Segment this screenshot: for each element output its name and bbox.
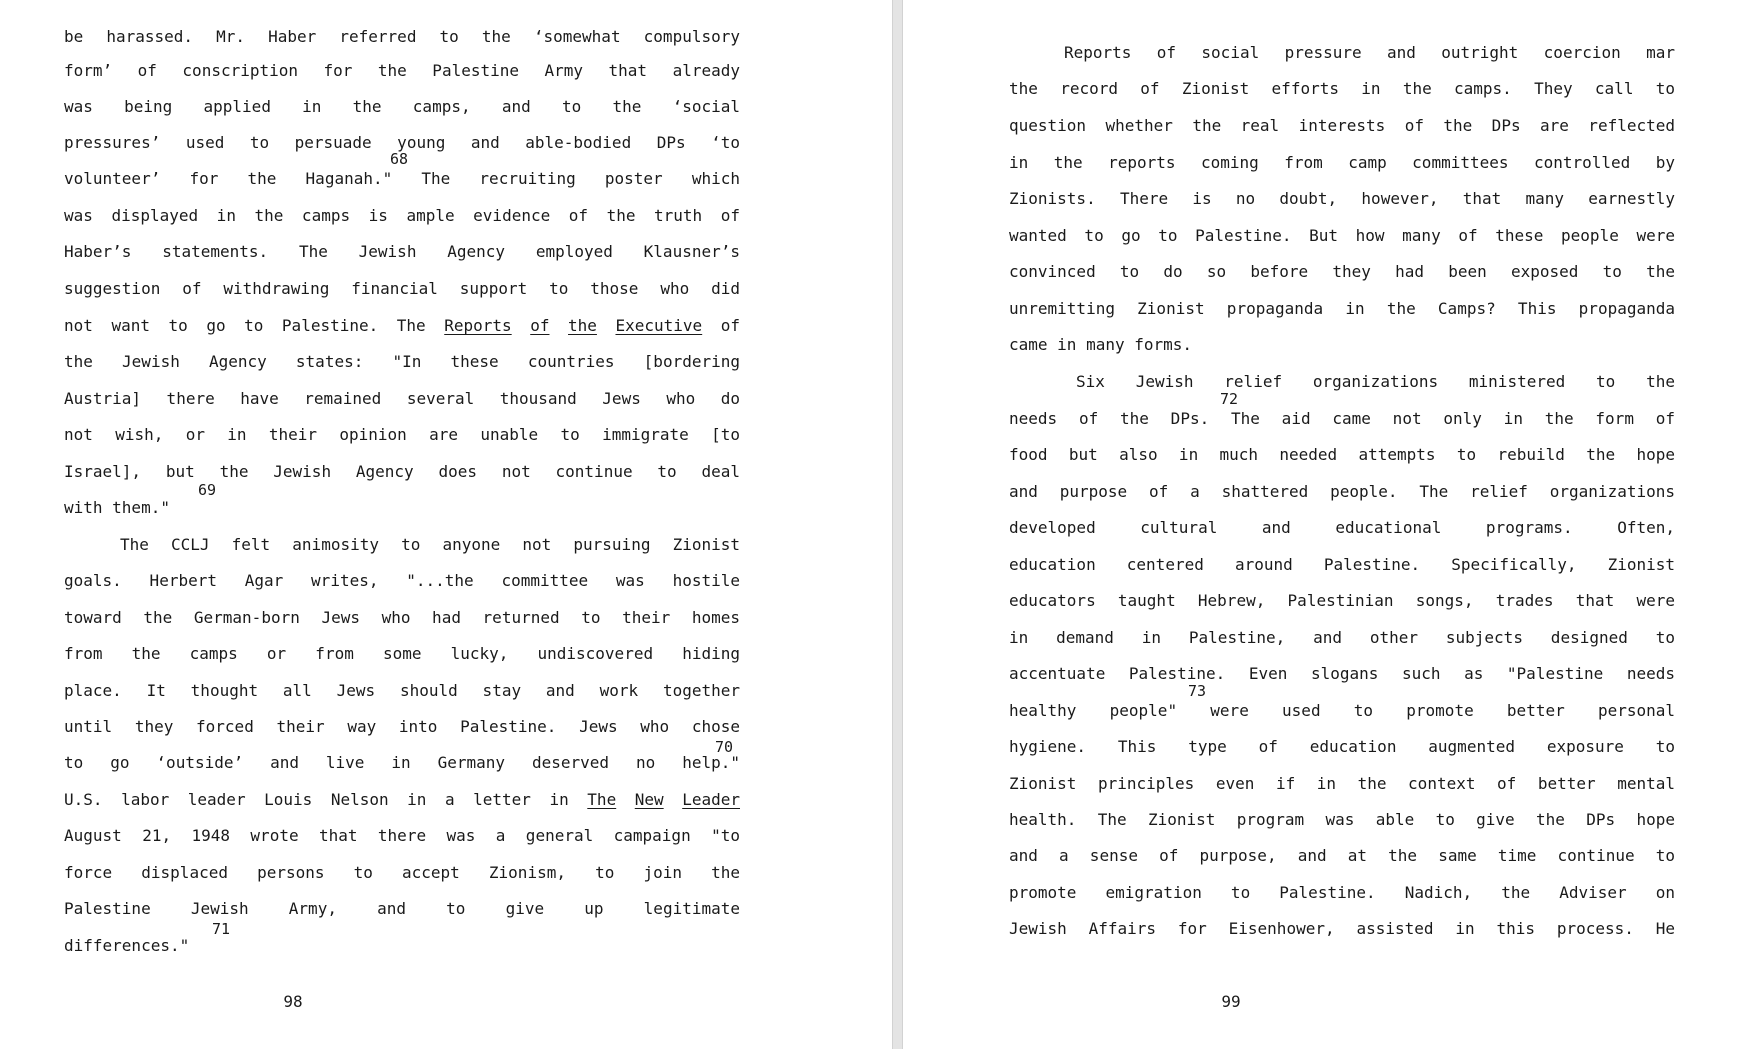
text-segment (616, 790, 635, 809)
text-line: came in many forms. (1009, 335, 1193, 354)
text-line: education centered around Palestine. Specifically, Zionist (1009, 555, 1675, 574)
text-segment: of (702, 316, 740, 335)
text-segment (597, 316, 616, 335)
text-line: place. It thought all Jews should stay and work together (64, 681, 740, 700)
text-line: from the camps or from some lucky, undiscovered hiding (64, 644, 740, 663)
text-line: volunteer’ for the Haganah." The recruiting poster which (64, 169, 740, 188)
text-segment: not want to go to Palestine. The (64, 316, 445, 335)
page-number: 98 (283, 992, 303, 1011)
text-line: in the reports coming from camp committees controlled by (1009, 153, 1675, 172)
text-line: and a sense of purpose, and at the same time continue to (1009, 846, 1675, 865)
text-line: force displaced persons to accept Zionism, to join the (64, 863, 740, 882)
page-gutter (892, 0, 903, 1049)
text-line: needs of the DPs. The aid came not only in the form of (1009, 409, 1675, 428)
text-segment: U.S. labor leader Louis Nelson in a letter in (64, 790, 588, 809)
underlined-title: New (634, 790, 664, 809)
underlined-title: Reports (444, 316, 512, 335)
text-line: unremitting Zionist propaganda in the Camps? This propaganda (1009, 299, 1675, 318)
page-number: 99 (1221, 992, 1241, 1011)
underlined-title: Leader (682, 790, 740, 809)
text-line: Six Jewish relief organizations ministered to the (1076, 372, 1675, 391)
underlined-title: The (587, 790, 617, 809)
text-line: developed cultural and educational programs. Often, (1009, 518, 1675, 537)
footnote-marker: 70 (715, 738, 734, 756)
text-line: Israel], but the Jewish Agency does not continue to deal (64, 462, 740, 481)
text-line: Zionist principles even if in the context of better mental (1009, 774, 1675, 793)
text-line: health. The Zionist program was able to give the DPs hope (1009, 810, 1675, 829)
text-line: question whether the real interests of the DPs are reflected (1009, 116, 1675, 135)
text-line: pressures’ used to persuade young and able-bodied DPs ‘to (64, 133, 740, 152)
text-line: the Jewish Agency states: "In these countries [bordering (64, 352, 740, 371)
footnote-marker: 72 (1220, 390, 1239, 408)
text-line: to go ‘outside’ and live in Germany deserved no help." (64, 753, 740, 772)
text-line: goals. Herbert Agar writes, "...the committee was hostile (64, 571, 740, 590)
underlined-title: of (530, 316, 550, 335)
text-line (64, 315, 740, 337)
footnote-marker: 73 (1188, 682, 1207, 700)
text-line: Jewish Affairs for Eisenhower, assisted in this process. He (1009, 919, 1675, 938)
text-line: in demand in Palestine, and other subjects designed to (1009, 628, 1675, 647)
text-line: Reports of social pressure and outright coercion mar (1064, 43, 1675, 62)
text-line: Palestine Jewish Army, and to give up legitimate (64, 899, 740, 918)
text-line: be harassed. Mr. Haber referred to the ‘somewhat compulsory (64, 27, 740, 46)
text-line: until they forced their way into Palestine. Jews who chose (64, 717, 740, 736)
text-line: convinced to do so before they had been exposed to the (1009, 262, 1675, 281)
text-line: and purpose of a shattered people. The relief organizations (1009, 482, 1675, 501)
text-line: differences." (64, 936, 190, 955)
text-line: with them." (64, 498, 170, 517)
text-line: toward the German-born Jews who had returned to their homes (64, 608, 740, 627)
text-line: was displayed in the camps is ample evidence of the truth of (64, 206, 740, 225)
text-line: was being applied in the camps, and to the ‘social (64, 97, 740, 116)
footnote-marker: 68 (390, 150, 409, 168)
text-line: food but also in much needed attempts to rebuild the hope (1009, 445, 1675, 464)
text-line: hygiene. This type of education augmented exposure to (1009, 737, 1675, 756)
text-line: healthy people" were used to promote better personal (1009, 701, 1675, 720)
text-segment (549, 316, 568, 335)
text-line: educators taught Hebrew, Palestinian songs, trades that were (1009, 591, 1675, 610)
right-page (903, 0, 1759, 1049)
text-line: Austria] there have remained several thousand Jews who do (64, 389, 740, 408)
text-line: suggestion of withdrawing financial support to those who did (64, 279, 740, 298)
underlined-title: Executive (615, 316, 703, 335)
text-segment (664, 790, 683, 809)
text-line: wanted to go to Palestine. But how many of these people were (1009, 226, 1675, 245)
text-line: Haber’s statements. The Jewish Agency employed Klausner’s (64, 242, 740, 261)
text-segment (512, 316, 531, 335)
text-line: The CCLJ felt animosity to anyone not pursuing Zionist (120, 535, 740, 554)
text-line: not wish, or in their opinion are unable to immigrate [to (64, 425, 740, 444)
text-line: form’ of conscription for the Palestine Army that already (64, 61, 740, 80)
underlined-title: the (568, 316, 597, 335)
text-line: August 21, 1948 wrote that there was a general campaign "to (64, 826, 740, 845)
text-line: Zionists. There is no doubt, however, that many earnestly (1009, 189, 1675, 208)
footnote-marker: 71 (212, 920, 231, 938)
text-line: accentuate Palestine. Even slogans such as "Palestine needs (1009, 664, 1675, 683)
text-line: the record of Zionist efforts in the camps. They call to (1009, 79, 1675, 98)
text-line: promote emigration to Palestine. Nadich, the Adviser on (1009, 883, 1675, 902)
text-line (64, 789, 740, 811)
footnote-marker: 69 (198, 481, 217, 499)
